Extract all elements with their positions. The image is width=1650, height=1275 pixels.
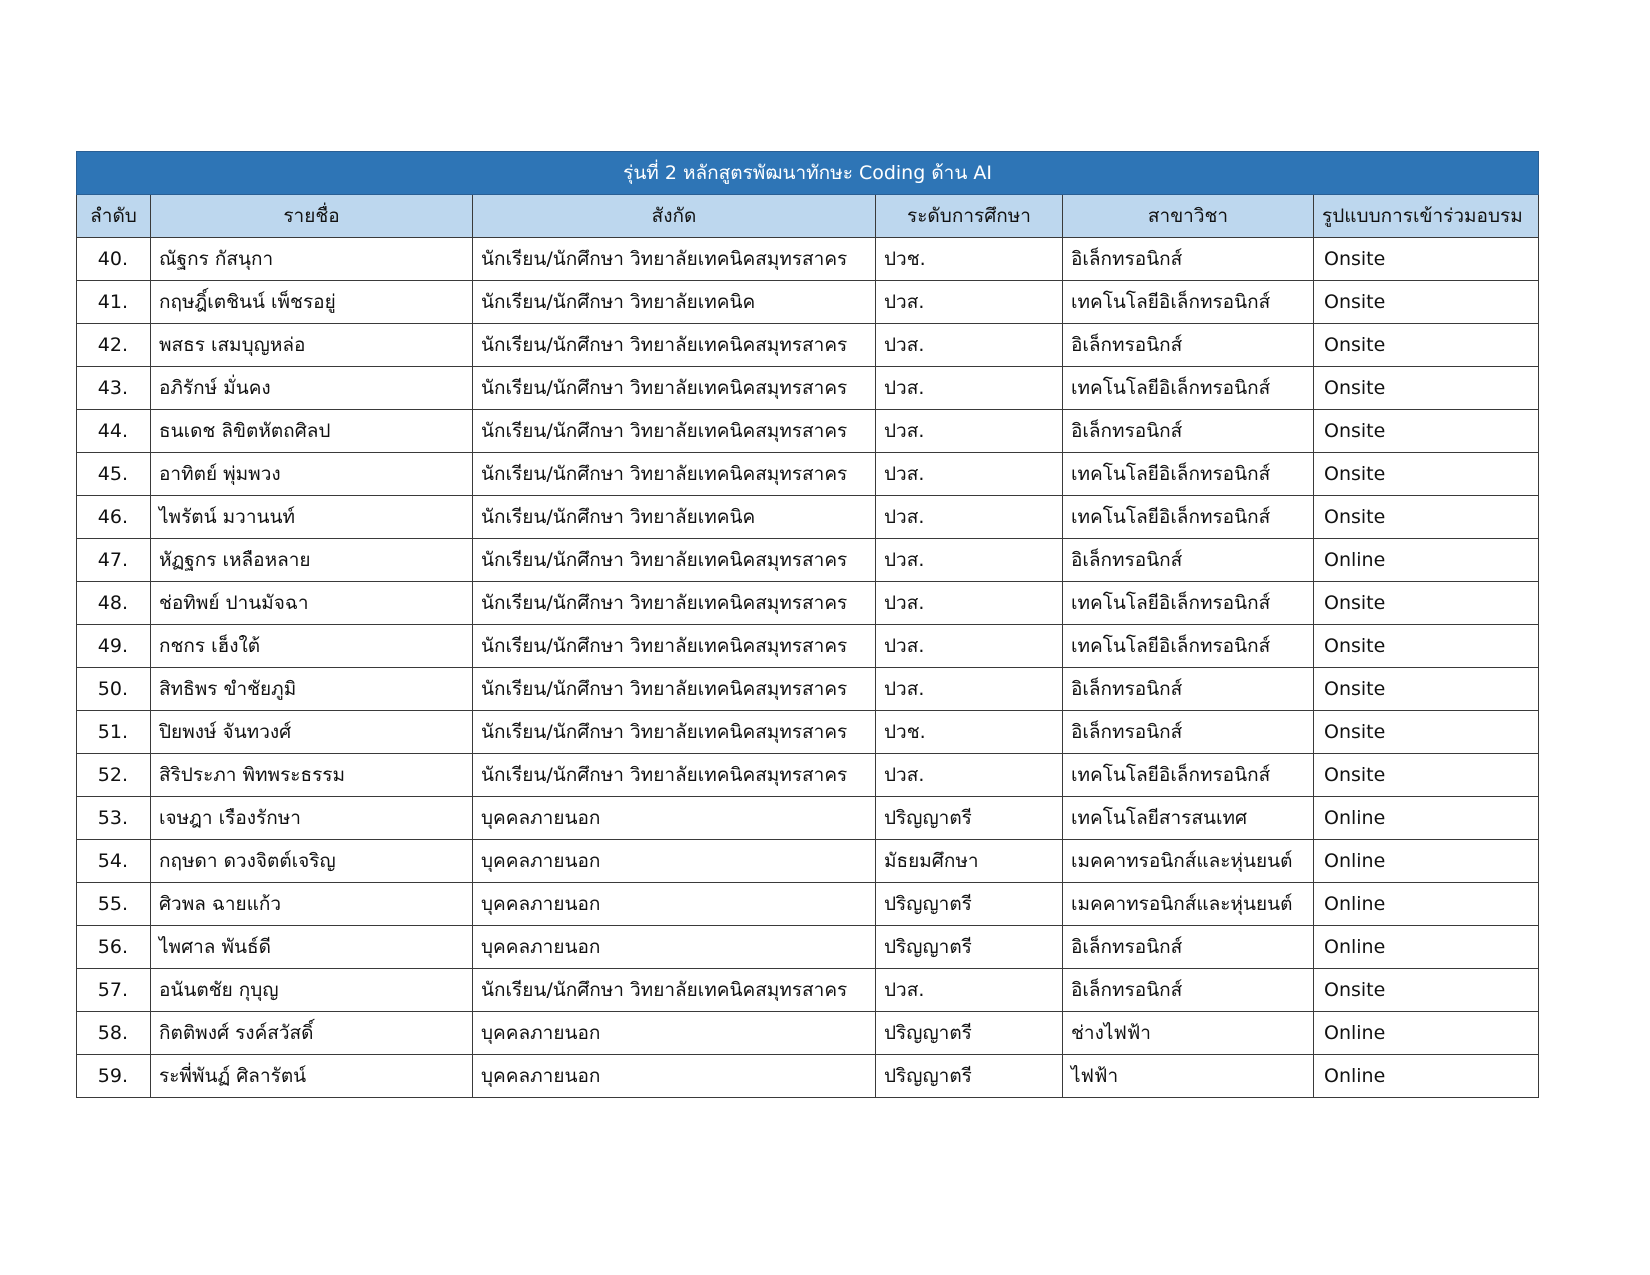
table-row bbox=[77, 883, 1539, 926]
education-level: ปวส. bbox=[876, 754, 1063, 797]
education-level: ปวส. bbox=[876, 582, 1063, 625]
table-row bbox=[77, 754, 1539, 797]
attendance-mode: Onsite bbox=[1314, 453, 1539, 496]
table-title: รุ่นที่ 2 หลักสูตรพัฒนาทักษะ Coding ด้าน AI bbox=[77, 152, 1539, 195]
row-number: 43. bbox=[77, 367, 151, 410]
education-level: ปวส. bbox=[876, 453, 1063, 496]
attendance-mode: Online bbox=[1314, 797, 1539, 840]
field-of-study: เทคโนโลยีอิเล็กทรอนิกส์ bbox=[1063, 582, 1314, 625]
field-of-study: เทคโนโลยีอิเล็กทรอนิกส์ bbox=[1063, 496, 1314, 539]
field-of-study: เทคโนโลยีอิเล็กทรอนิกส์ bbox=[1063, 281, 1314, 324]
attendance-mode: Online bbox=[1314, 883, 1539, 926]
table-row bbox=[77, 625, 1539, 668]
participant-name: ปิยพงษ์ จันทวงศ์ bbox=[151, 711, 473, 754]
education-level: ปริญญาตรี bbox=[876, 1055, 1063, 1098]
participant-affiliation: นักเรียน/นักศึกษา วิทยาลัยเทคนิคสมุทรสาคร bbox=[473, 453, 876, 496]
participant-name: ณัฐกร กัสนุกา bbox=[151, 238, 473, 281]
attendance-mode: Onsite bbox=[1314, 496, 1539, 539]
field-of-study: อิเล็กทรอนิกส์ bbox=[1063, 668, 1314, 711]
table-row bbox=[77, 797, 1539, 840]
education-level: มัธยมศึกษา bbox=[876, 840, 1063, 883]
row-number: 56. bbox=[77, 926, 151, 969]
participant-affiliation: นักเรียน/นักศึกษา วิทยาลัยเทคนิค bbox=[473, 496, 876, 539]
column-header-level: ระดับการศึกษา bbox=[876, 195, 1063, 238]
table-row bbox=[77, 668, 1539, 711]
table-row bbox=[77, 367, 1539, 410]
education-level: ปริญญาตรี bbox=[876, 1012, 1063, 1055]
education-level: ปวช. bbox=[876, 238, 1063, 281]
table-row bbox=[77, 840, 1539, 883]
participant-affiliation: นักเรียน/นักศึกษา วิทยาลัยเทคนิคสมุทรสาคร bbox=[473, 625, 876, 668]
row-number: 48. bbox=[77, 582, 151, 625]
education-level: ปวส. bbox=[876, 367, 1063, 410]
attendance-mode: Online bbox=[1314, 840, 1539, 883]
table-row bbox=[77, 410, 1539, 453]
field-of-study: อิเล็กทรอนิกส์ bbox=[1063, 238, 1314, 281]
row-number: 54. bbox=[77, 840, 151, 883]
field-of-study: อิเล็กทรอนิกส์ bbox=[1063, 969, 1314, 1012]
row-number: 51. bbox=[77, 711, 151, 754]
attendance-mode: Onsite bbox=[1314, 625, 1539, 668]
row-number: 58. bbox=[77, 1012, 151, 1055]
attendance-mode: Onsite bbox=[1314, 367, 1539, 410]
participant-name: หัฏฐกร เหลือหลาย bbox=[151, 539, 473, 582]
row-number: 53. bbox=[77, 797, 151, 840]
row-number: 49. bbox=[77, 625, 151, 668]
table-row bbox=[77, 969, 1539, 1012]
field-of-study: ไฟฟ้า bbox=[1063, 1055, 1314, 1098]
field-of-study: เทคโนโลยีสารสนเทศ bbox=[1063, 797, 1314, 840]
participant-name: พสธร เสมบุญหล่อ bbox=[151, 324, 473, 367]
participant-affiliation: บุคคลภายนอก bbox=[473, 1012, 876, 1055]
table-row bbox=[77, 453, 1539, 496]
participant-table bbox=[76, 151, 1539, 1098]
attendance-mode: Onsite bbox=[1314, 582, 1539, 625]
participant-affiliation: นักเรียน/นักศึกษา วิทยาลัยเทคนิคสมุทรสาคร bbox=[473, 324, 876, 367]
field-of-study: อิเล็กทรอนิกส์ bbox=[1063, 324, 1314, 367]
field-of-study: อิเล็กทรอนิกส์ bbox=[1063, 410, 1314, 453]
participant-name: ไพรัตน์ มวานนท์ bbox=[151, 496, 473, 539]
participant-affiliation: บุคคลภายนอก bbox=[473, 1055, 876, 1098]
participant-name: ไพศาล พันธ์ดี bbox=[151, 926, 473, 969]
attendance-mode: Onsite bbox=[1314, 281, 1539, 324]
participant-sheet bbox=[76, 151, 1538, 1098]
row-number: 45. bbox=[77, 453, 151, 496]
table-row bbox=[77, 926, 1539, 969]
row-number: 59. bbox=[77, 1055, 151, 1098]
participant-name: ระพี่พันฏ์ ศิลารัตน์ bbox=[151, 1055, 473, 1098]
education-level: ปวส. bbox=[876, 539, 1063, 582]
table-row bbox=[77, 324, 1539, 367]
participant-name: สิทธิพร ขำชัยภูมิ bbox=[151, 668, 473, 711]
participant-affiliation: บุคคลภายนอก bbox=[473, 883, 876, 926]
attendance-mode: Onsite bbox=[1314, 324, 1539, 367]
participant-affiliation: นักเรียน/นักศึกษา วิทยาลัยเทคนิคสมุทรสาคร bbox=[473, 539, 876, 582]
attendance-mode: Onsite bbox=[1314, 668, 1539, 711]
row-number: 47. bbox=[77, 539, 151, 582]
table-row bbox=[77, 238, 1539, 281]
participant-name: ธนเดช ลิขิตหัตถศิลป bbox=[151, 410, 473, 453]
row-number: 57. bbox=[77, 969, 151, 1012]
participant-name: กิตติพงศ์ รงค์สวัสดิ์ bbox=[151, 1012, 473, 1055]
education-level: ปวส. bbox=[876, 410, 1063, 453]
table-row bbox=[77, 1012, 1539, 1055]
column-header-row bbox=[77, 195, 1539, 238]
participant-affiliation: นักเรียน/นักศึกษา วิทยาลัยเทคนิคสมุทรสาคร bbox=[473, 969, 876, 1012]
row-number: 41. bbox=[77, 281, 151, 324]
table-body bbox=[77, 238, 1539, 1098]
attendance-mode: Online bbox=[1314, 1012, 1539, 1055]
education-level: ปวส. bbox=[876, 496, 1063, 539]
participant-name: กฤษฎิ์เตชินน์ เพ็ชรอยู่ bbox=[151, 281, 473, 324]
participant-name: อนันตชัย กุบุญ bbox=[151, 969, 473, 1012]
education-level: ปวส. bbox=[876, 324, 1063, 367]
participant-affiliation: บุคคลภายนอก bbox=[473, 797, 876, 840]
table-row bbox=[77, 1055, 1539, 1098]
field-of-study: อิเล็กทรอนิกส์ bbox=[1063, 539, 1314, 582]
row-number: 44. bbox=[77, 410, 151, 453]
attendance-mode: Onsite bbox=[1314, 410, 1539, 453]
participant-name: อาทิตย์ พุ่มพวง bbox=[151, 453, 473, 496]
participant-affiliation: นักเรียน/นักศึกษา วิทยาลัยเทคนิคสมุทรสาคร bbox=[473, 668, 876, 711]
education-level: ปวช. bbox=[876, 711, 1063, 754]
table-row bbox=[77, 496, 1539, 539]
education-level: ปริญญาตรี bbox=[876, 926, 1063, 969]
column-header-no: ลำดับ bbox=[77, 195, 151, 238]
participant-affiliation: นักเรียน/นักศึกษา วิทยาลัยเทคนิคสมุทรสาคร bbox=[473, 367, 876, 410]
participant-affiliation: นักเรียน/นักศึกษา วิทยาลัยเทคนิคสมุทรสาคร bbox=[473, 754, 876, 797]
table-row bbox=[77, 539, 1539, 582]
column-header-major: สาขาวิชา bbox=[1063, 195, 1314, 238]
participant-name: อภิรักษ์ มั่นคง bbox=[151, 367, 473, 410]
education-level: ปริญญาตรี bbox=[876, 883, 1063, 926]
education-level: ปวส. bbox=[876, 281, 1063, 324]
row-number: 50. bbox=[77, 668, 151, 711]
table-row bbox=[77, 711, 1539, 754]
participant-name: กชกร เฮ็งใต้ bbox=[151, 625, 473, 668]
attendance-mode: Onsite bbox=[1314, 711, 1539, 754]
participant-affiliation: นักเรียน/นักศึกษา วิทยาลัยเทคนิคสมุทรสาคร bbox=[473, 582, 876, 625]
participant-affiliation: บุคคลภายนอก bbox=[473, 926, 876, 969]
education-level: ปวส. bbox=[876, 969, 1063, 1012]
row-number: 46. bbox=[77, 496, 151, 539]
column-header-mode: รูปแบบการเข้าร่วมอบรม bbox=[1314, 195, 1539, 238]
row-number: 40. bbox=[77, 238, 151, 281]
field-of-study: เมคคาทรอนิกส์และหุ่นยนต์ bbox=[1063, 883, 1314, 926]
participant-affiliation: นักเรียน/นักศึกษา วิทยาลัยเทคนิคสมุทรสาคร bbox=[473, 711, 876, 754]
participant-name: สิริประภา พิทพระธรรม bbox=[151, 754, 473, 797]
column-header-affiliation: สังกัด bbox=[473, 195, 876, 238]
attendance-mode: Onsite bbox=[1314, 238, 1539, 281]
participant-affiliation: นักเรียน/นักศึกษา วิทยาลัยเทคนิค bbox=[473, 281, 876, 324]
field-of-study: เทคโนโลยีอิเล็กทรอนิกส์ bbox=[1063, 367, 1314, 410]
row-number: 52. bbox=[77, 754, 151, 797]
participant-name: ศิวพล ฉายแก้ว bbox=[151, 883, 473, 926]
field-of-study: อิเล็กทรอนิกส์ bbox=[1063, 711, 1314, 754]
table-title-row bbox=[77, 152, 1539, 195]
participant-affiliation: นักเรียน/นักศึกษา วิทยาลัยเทคนิคสมุทรสาคร bbox=[473, 410, 876, 453]
education-level: ปวส. bbox=[876, 668, 1063, 711]
column-header-name: รายชื่อ bbox=[151, 195, 473, 238]
attendance-mode: Onsite bbox=[1314, 969, 1539, 1012]
attendance-mode: Onsite bbox=[1314, 754, 1539, 797]
table-row bbox=[77, 281, 1539, 324]
attendance-mode: Online bbox=[1314, 926, 1539, 969]
field-of-study: เมคคาทรอนิกส์และหุ่นยนต์ bbox=[1063, 840, 1314, 883]
field-of-study: อิเล็กทรอนิกส์ bbox=[1063, 926, 1314, 969]
participant-affiliation: นักเรียน/นักศึกษา วิทยาลัยเทคนิคสมุทรสาคร bbox=[473, 238, 876, 281]
participant-name: กฤษดา ดวงจิตต์เจริญ bbox=[151, 840, 473, 883]
row-number: 42. bbox=[77, 324, 151, 367]
row-number: 55. bbox=[77, 883, 151, 926]
participant-name: เจษฎา เรืองรักษา bbox=[151, 797, 473, 840]
education-level: ปริญญาตรี bbox=[876, 797, 1063, 840]
field-of-study: เทคโนโลยีอิเล็กทรอนิกส์ bbox=[1063, 625, 1314, 668]
field-of-study: เทคโนโลยีอิเล็กทรอนิกส์ bbox=[1063, 754, 1314, 797]
field-of-study: ช่างไฟฟ้า bbox=[1063, 1012, 1314, 1055]
attendance-mode: Online bbox=[1314, 539, 1539, 582]
education-level: ปวส. bbox=[876, 625, 1063, 668]
participant-affiliation: บุคคลภายนอก bbox=[473, 840, 876, 883]
attendance-mode: Online bbox=[1314, 1055, 1539, 1098]
participant-name: ช่อทิพย์ ปานมัจฉา bbox=[151, 582, 473, 625]
field-of-study: เทคโนโลยีอิเล็กทรอนิกส์ bbox=[1063, 453, 1314, 496]
table-row bbox=[77, 582, 1539, 625]
